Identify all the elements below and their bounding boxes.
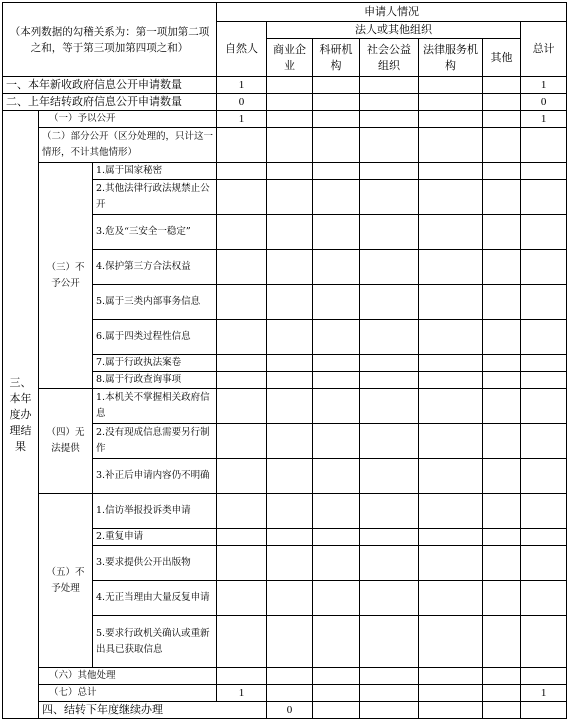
table-row (3, 702, 567, 719)
total-value: 0 (521, 94, 567, 111)
total-value: 1 (521, 111, 567, 128)
table-row (3, 668, 567, 685)
item-label: 3.补正后申请内容仍不明确 (93, 459, 217, 494)
org-column-other: 其他 (483, 39, 521, 77)
natural-person-value: 1 (217, 685, 267, 702)
item-label: 3.危及“三安全一稳定” (93, 215, 217, 250)
total-value: 1 (521, 77, 567, 94)
total-value: 1 (521, 685, 567, 702)
table-row (3, 494, 567, 529)
item-label: 1.本机关不掌握相关政府信息 (93, 389, 217, 424)
item-label: 3.要求提供公开出版物 (93, 546, 217, 581)
item-label: 5.属于三类内部事务信息 (93, 285, 217, 320)
header-row-1 (3, 3, 567, 22)
row-label: （六）其他处理 (39, 668, 217, 685)
total-header: 总计 (521, 22, 567, 77)
org-column-legal-service: 法律服务机构 (419, 39, 483, 77)
item-label: 8.属于行政查询事项 (93, 372, 217, 389)
natural-person-value: 1 (217, 111, 267, 128)
table-row (3, 389, 567, 424)
item-label: 2.没有现成信息需要另行制作 (93, 424, 217, 459)
row-label: （一）予以公开 (39, 111, 217, 128)
row-label: （七）总计 (39, 685, 217, 702)
row-label: （二）部分公开（区分处理的，只计这一情形，不计其他情形） (39, 128, 217, 163)
natural-person-value: 1 (217, 77, 267, 94)
row-label: 四、结转下年度继续办理 (39, 702, 267, 719)
table-row (3, 163, 567, 180)
item-label: 1.属于国家秘密 (93, 163, 217, 180)
row-label: 二、上年结转政府信息公开申请数量 (3, 94, 217, 111)
item-label: 7.属于行政执法案卷 (93, 355, 217, 372)
table-row (3, 77, 567, 94)
section-3-label: 三、本年度办理结果 (3, 111, 39, 719)
row-label: 一、本年新收政府信息公开申请数量 (3, 77, 217, 94)
category-label: （五）不予处理 (39, 494, 93, 668)
category-label: （四）无法提供 (39, 389, 93, 494)
org-column-business: 商业企业 (267, 39, 313, 77)
legal-or-other-header: 法人或其他组织 (267, 22, 521, 39)
table-row (3, 128, 567, 163)
item-label: 4.保护第三方合法权益 (93, 250, 217, 285)
category-label: （三）不予公开 (39, 163, 93, 389)
natural-person-header: 自然人 (217, 22, 267, 77)
item-label: 2.其他法律行政法规禁止公开 (93, 180, 217, 215)
table-row (3, 685, 567, 702)
org-column-research: 科研机构 (313, 39, 360, 77)
table-row (3, 111, 567, 128)
note-cell: （本列数据的勾稽关系为：第一项加第二项之和，等于第三项加第四项之和） (3, 3, 217, 77)
item-label: 5.要求行政机关确认或重新出具已获取信息 (93, 616, 217, 668)
natural-person-value: 0 (217, 94, 267, 111)
report-table (2, 2, 567, 719)
table-row (3, 94, 567, 111)
item-label: 2.重复申请 (93, 529, 217, 546)
applicant-situation-header: 申请人情况 (217, 3, 567, 22)
item-label: 4.无正当理由大量反复申请 (93, 581, 217, 616)
item-label: 6.属于四类过程性信息 (93, 320, 217, 355)
org-column-public-welfare: 社会公益组织 (360, 39, 419, 77)
natural-person-value: 0 (267, 702, 313, 719)
item-label: 1.信访举报投诉类申请 (93, 494, 217, 529)
